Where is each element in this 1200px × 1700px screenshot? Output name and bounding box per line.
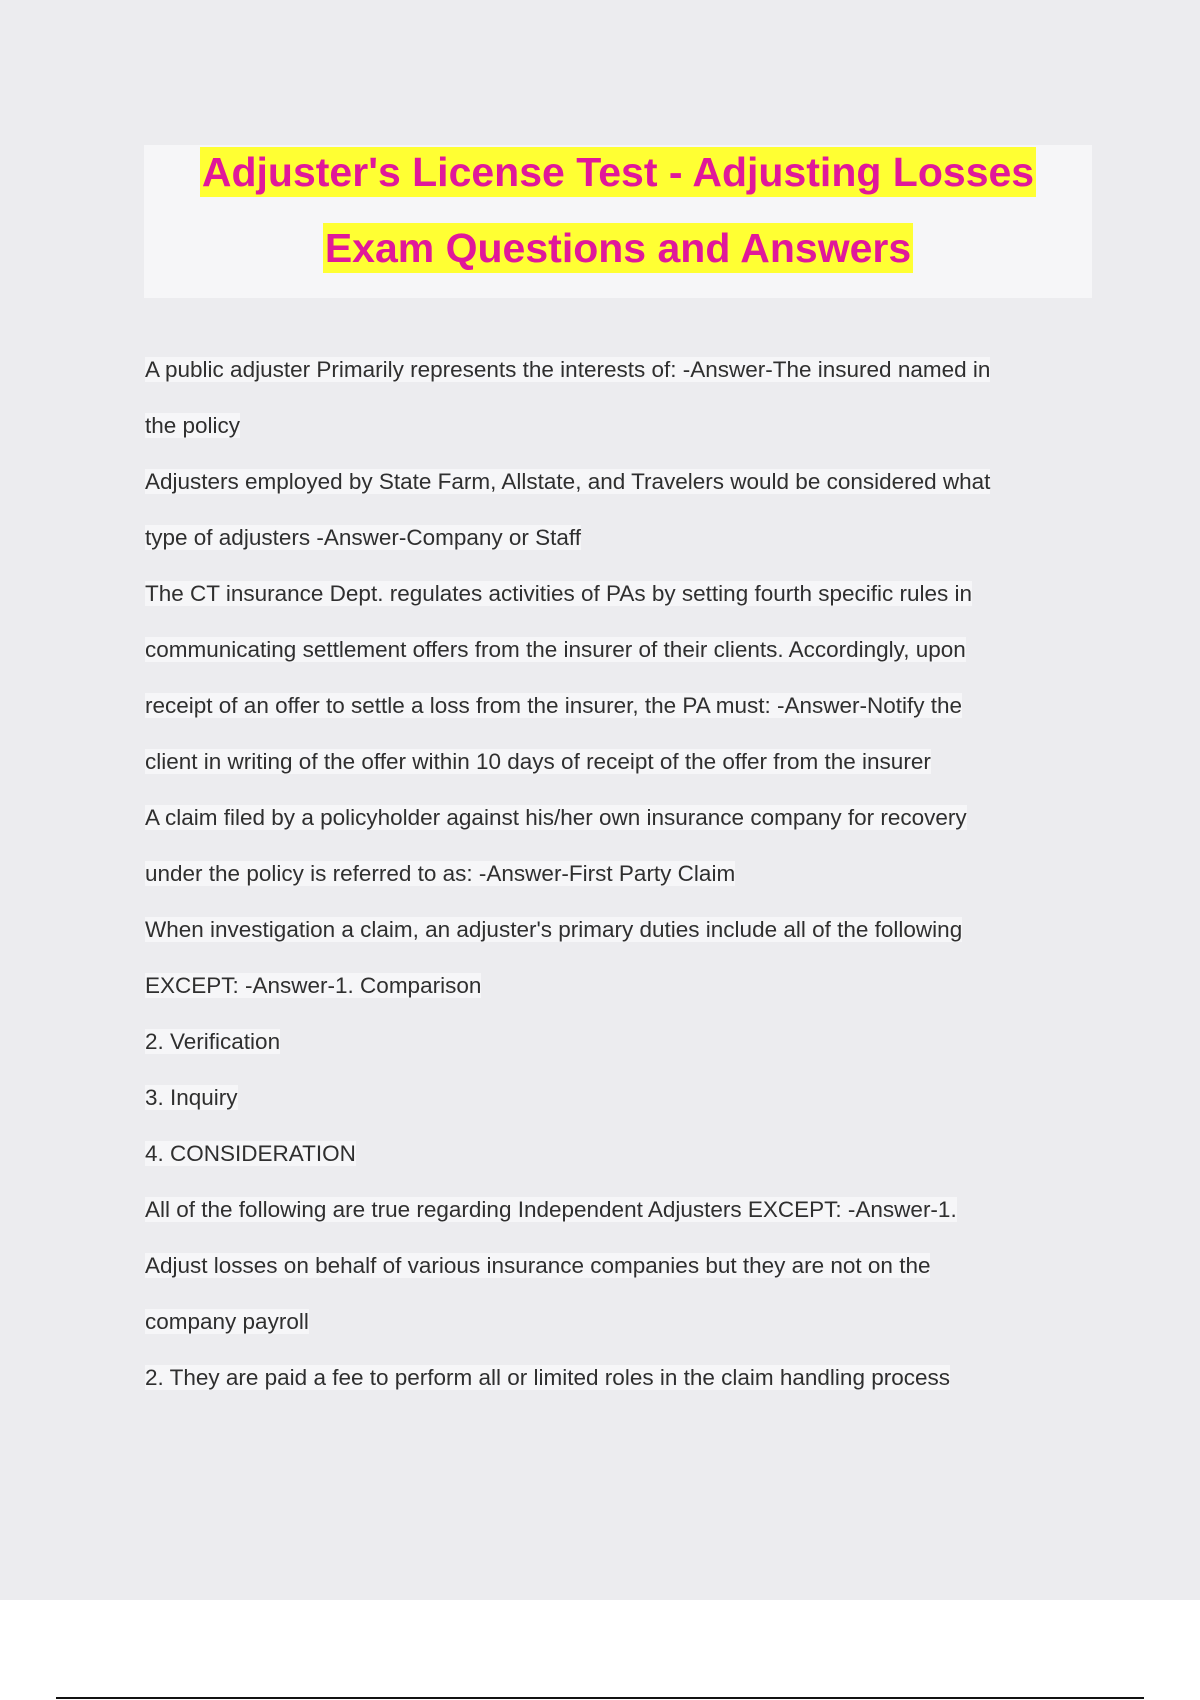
text-line: 2. Verification xyxy=(145,1029,281,1054)
text-line: The CT insurance Dept. regulates activities of PAs by setting fourth specific rules in xyxy=(145,581,973,606)
text-line: EXCEPT: -Answer-1. Comparison xyxy=(145,973,482,998)
footer-divider xyxy=(56,1697,1144,1699)
text-line: 3. Inquiry xyxy=(145,1085,238,1110)
text-line: 2. They are paid a fee to perform all or limited roles in the claim handling process xyxy=(145,1365,950,1390)
document-body xyxy=(145,342,1085,1406)
text-line: Adjusters employed by State Farm, Allstate, and Travelers would be considered what xyxy=(145,469,991,494)
text-line: A public adjuster Primarily represents the interests of: -Answer-The insured named in xyxy=(145,357,991,382)
text-line: receipt of an offer to settle a loss from the insurer, the PA must: -Answer-Notify the xyxy=(145,693,963,718)
text-line: client in writing of the offer within 10 days of receipt of the offer from the insurer xyxy=(145,749,931,774)
text-line: type of adjusters -Answer-Company or Staff xyxy=(145,525,582,550)
title-block xyxy=(144,145,1092,298)
text-line: the policy xyxy=(145,413,241,438)
text-line: A claim filed by a policyholder against his/her own insurance company for recovery xyxy=(145,805,967,830)
text-line: 4. CONSIDERATION xyxy=(145,1141,356,1166)
text-line: company payroll xyxy=(145,1309,309,1334)
text-line: When investigation a claim, an adjuster's primary duties include all of the following xyxy=(145,917,963,942)
document-title-line-2: Exam Questions and Answers xyxy=(324,225,912,271)
text-line: All of the following are true regarding Independent Adjusters EXCEPT: -Answer-1. xyxy=(145,1197,957,1222)
text-line: Adjust losses on behalf of various insurance companies but they are not on the xyxy=(145,1253,931,1278)
text-line: communicating settlement offers from the insurer of their clients. Accordingly, upon xyxy=(145,637,966,662)
document-title-line-1: Adjuster's License Test - Adjusting Losses xyxy=(201,149,1035,195)
text-line: under the policy is referred to as: -Answer-First Party Claim xyxy=(145,861,736,886)
